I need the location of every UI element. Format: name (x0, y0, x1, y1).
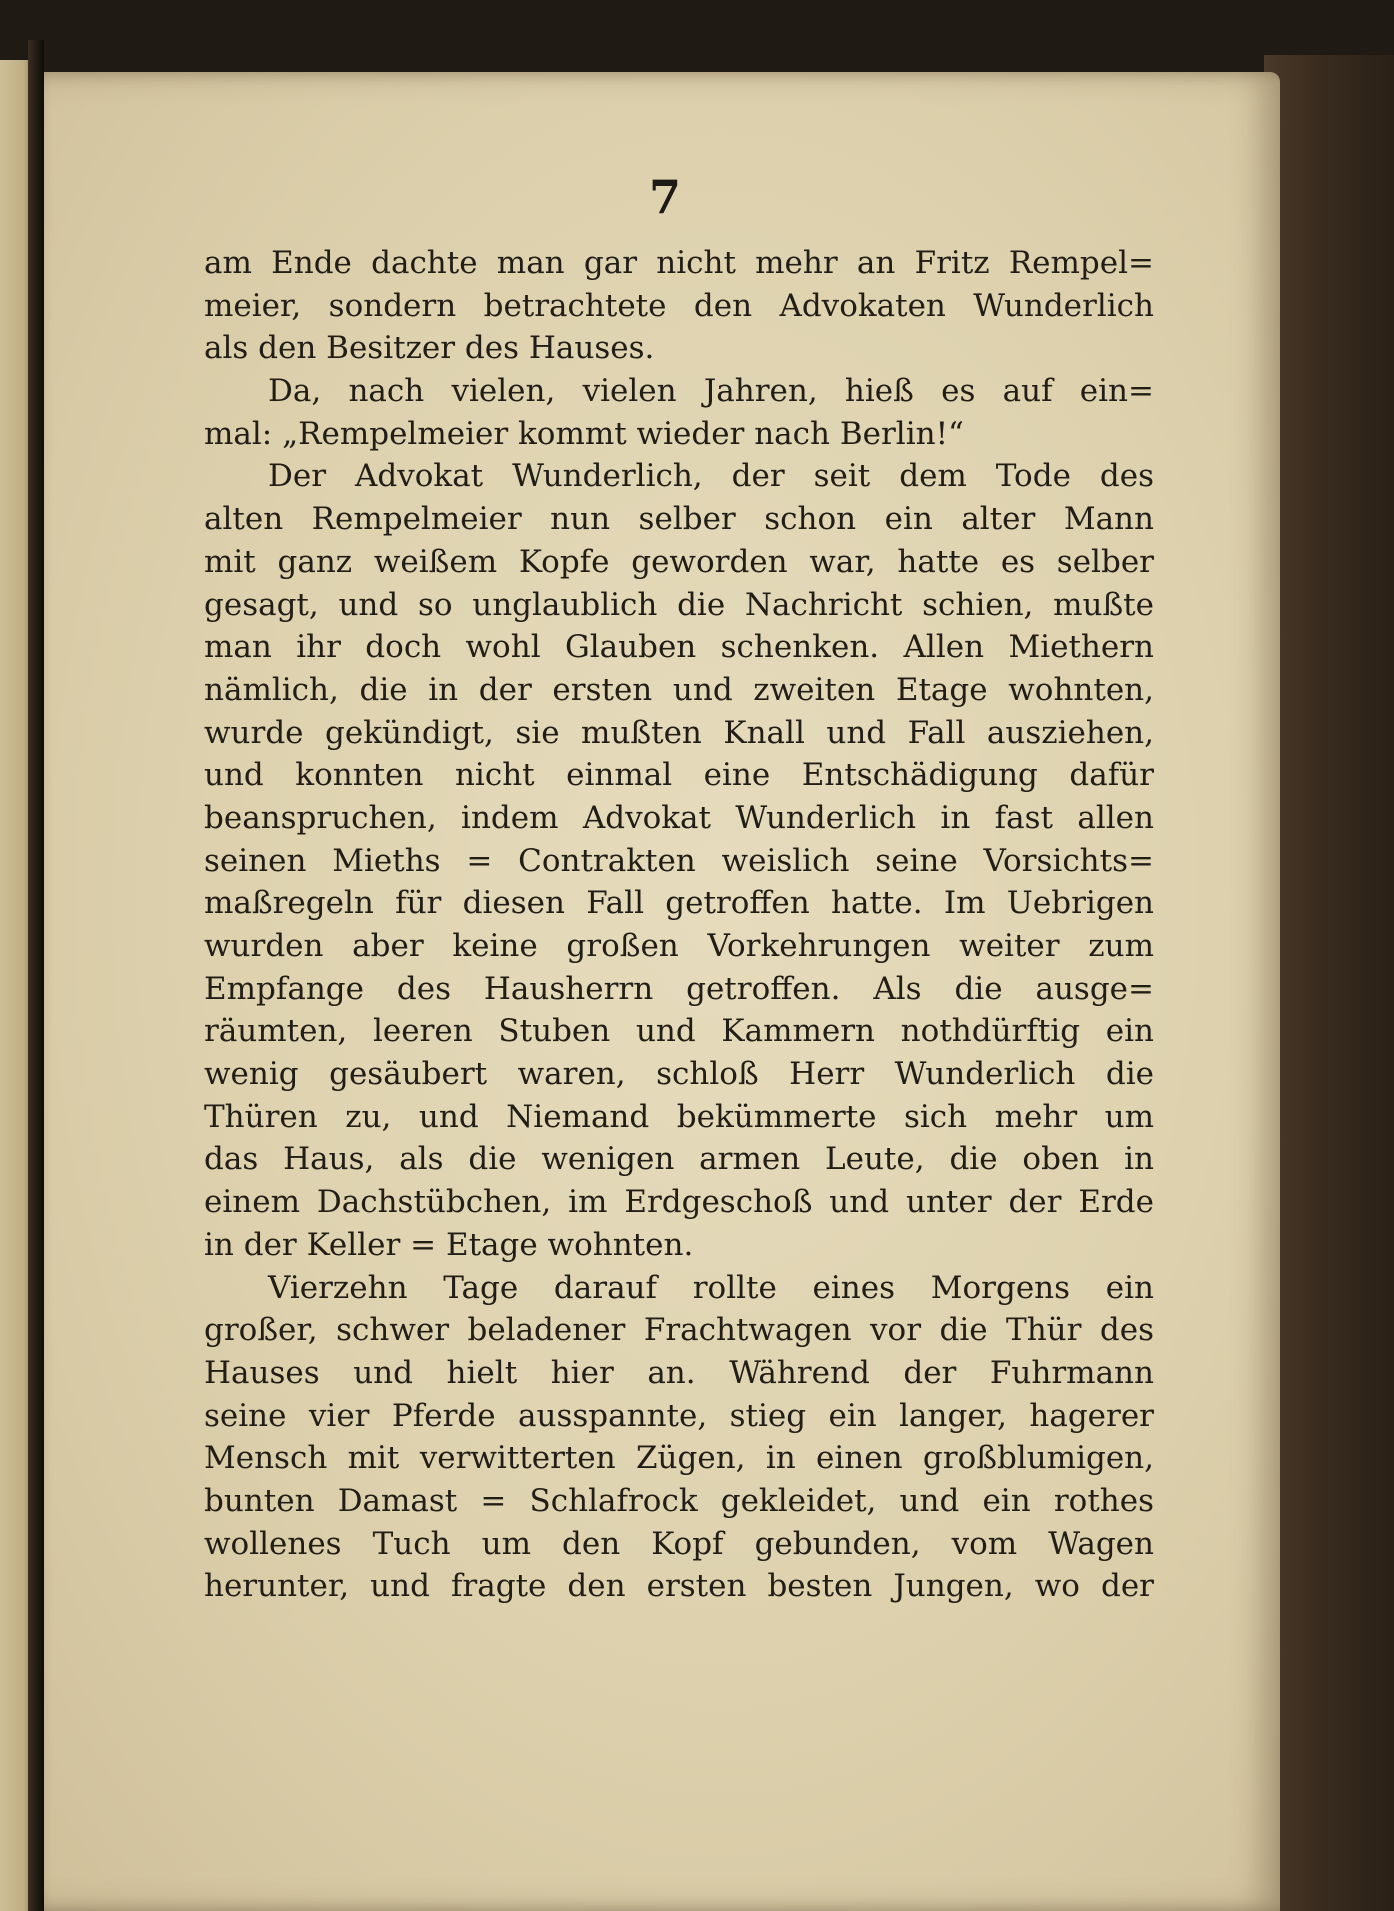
page-number: 7 (648, 170, 681, 224)
text-line: in der Keller = Etage wohnten. (204, 1226, 694, 1263)
text-line: wurde gekündigt, sie mußten Knall und Fall ausziehen, (204, 714, 1154, 751)
text-line: und konnten nicht einmal eine Entschädigung dafür (204, 757, 1154, 794)
text-line: großer, schwer beladener Frachtwagen vor die Thür des (204, 1312, 1154, 1349)
text-line: man ihr doch wohl Glauben schenken. Allen Miethern (204, 629, 1154, 666)
text-line: räumten, leeren Stuben und Kammern nothdürftig ein (204, 1013, 1154, 1050)
text-line: beanspruchen, indem Advokat Wunderlich in fast allen (204, 799, 1154, 836)
book-gutter (28, 40, 44, 1911)
paragraph-start-line: Der Advokat Wunderlich, der seit dem Tode des (268, 458, 1154, 495)
text-line: Thüren zu, und Niemand bekümmerte sich mehr um (204, 1098, 1154, 1135)
text-line: einem Dachstübchen, im Erdgeschoß und unter der Erde (204, 1184, 1154, 1221)
text-line: gesagt, und so unglaublich die Nachricht schien, mußte (204, 586, 1154, 623)
text-line: wollenes Tuch um den Kopf gebunden, vom Wagen (204, 1525, 1154, 1562)
text-line: seinen Mieths = Contrakten weislich seine Vorsichts= (204, 842, 1154, 879)
text-line: mit ganz weißem Kopfe geworden war, hatte es selber (204, 543, 1154, 580)
text-line: Mensch mit verwitterten Zügen, in einen großblumigen, (204, 1440, 1154, 1477)
text-line: Hauses und hielt hier an. Während der Fuhrmann (204, 1354, 1154, 1391)
text-line: seine vier Pferde ausspannte, stieg ein langer, hagerer (204, 1397, 1154, 1434)
text-line: meier, sondern betrachtete den Advokaten Wunderlich (204, 287, 1154, 324)
text-line: nämlich, die in der ersten und zweiten Etage wohnten, (204, 671, 1154, 708)
paragraph-start-line: Da, nach vielen, vielen Jahren, hieß es auf ein= (268, 373, 1154, 410)
text-line: wurden aber keine großen Vorkehrungen weiter zum (204, 928, 1154, 964)
text-line: herunter, und fragte den ersten besten Jungen, wo der (204, 1568, 1154, 1605)
text-line: das Haus, als die wenigen armen Leute, die oben in (204, 1141, 1154, 1178)
text-line: mal: „Rempelmeier kommt wieder nach Berlin!“ (204, 415, 964, 452)
text-line: bunten Damast = Schlafrock gekleidet, und ein rothes (204, 1482, 1154, 1519)
text-line: maßregeln für diesen Fall getroffen hatte. Im Uebrigen (204, 885, 1154, 922)
paragraph-start-line: Vierzehn Tage darauf rollte eines Morgens ein (268, 1269, 1154, 1306)
text-line: Empfange des Hausherrn getroffen. Als die ausge= (204, 970, 1154, 1007)
text-line: wenig gesäubert waren, schloß Herr Wunderlich die (204, 1056, 1154, 1093)
text-line: als den Besitzer des Hauses. (204, 330, 655, 367)
body-text (204, 242, 1154, 1608)
text-line: am Ende dachte man gar nicht mehr an Fritz Rempel= (204, 245, 1154, 281)
book-cover-edge (1264, 55, 1394, 1911)
text-line: alten Rempelmeier nun selber schon ein alter Mann (204, 501, 1154, 538)
